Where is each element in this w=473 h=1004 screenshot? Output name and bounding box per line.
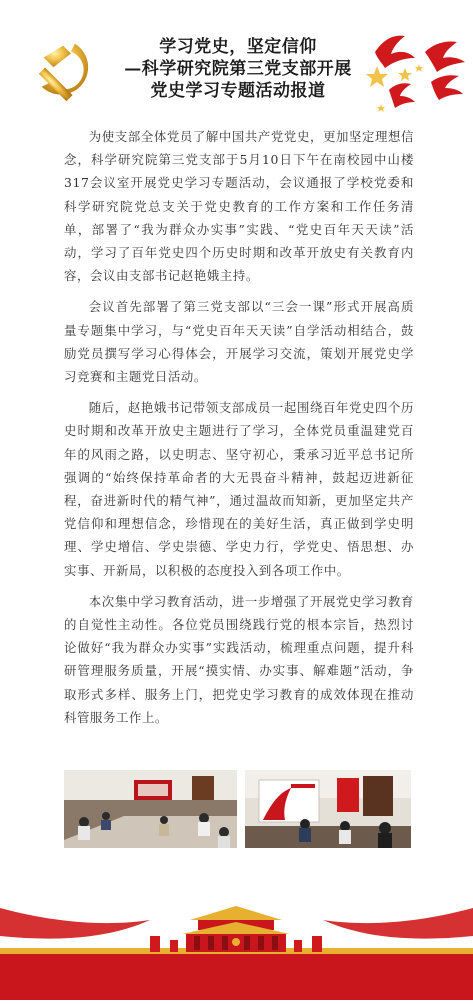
doves-stars-decoration — [353, 22, 473, 132]
title-line-3: 党史学习专题活动报道 — [150, 81, 326, 101]
party-emblem-icon — [30, 36, 108, 114]
article-body — [64, 125, 414, 737]
photo-gallery — [64, 770, 411, 848]
title-line-2: —科学研究院第三党支部开展 — [124, 59, 352, 79]
header — [0, 0, 473, 128]
tiananmen-footer-icon — [0, 880, 473, 1000]
paragraph-1: 为使支部全体党员了解中国共产党党史，更加坚定理想信念，科学研究院第三党支部于5月10日下午在南校园中山楼317会议室开展党史学习专题活动，会议通报了学校党委和科学研究院党总支关于党史教育的工作方案和工作任务清单，部署了“我为群众办实事”实践、“党史百年天天读”活动，学习了百年党史四个历史时期和改革开放史有关教育内容，会议由支部书记赵艳娥主持。 — [64, 129, 414, 284]
page-title — [108, 36, 368, 102]
paragraph-3: 随后，赵艳娥书记带领支部成员一起围绕百年党史四个历史时期和改革开放史主题进行了学习，全体党员重温建党百年的风雨之路，以史明志、坚守初心，秉承习近平总书记所强调的“始终保持革命者的大无畏奋斗精神，鼓起迈进新征程，奋进新时代的精气神”，通过温故而知新，更加坚定共产党信仰和理想信念，珍惜现在的美好生活，真正做到学史明理、学史增信、学史崇德、学史力行，学党史、悟思想、办实事、开新局，以积极的态度投入到各项工作中。 — [64, 400, 414, 578]
meeting-room-photo — [64, 770, 237, 848]
title-line-1: 学习党史，坚定信仰 — [159, 37, 317, 57]
paragraph-2: 会议首先部署了第三党支部以“三会一课”形式开展高质量专题集中学习，与“党史百年天天读”自学活动相结合，鼓励党员撰写学习心得体会，开展学习交流，策划开展党史学习竞赛和主题党日活动。 — [64, 299, 414, 385]
presentation-photo — [245, 770, 411, 848]
footer-decoration — [0, 880, 473, 1000]
paragraph-4: 本次集中学习教育活动，进一步增强了开展党史学习教育的自觉性主动性。各位党员围绕践行党的根本宗旨，热烈讨论做好“我为群众办实事”实践活动，梳理重点问题，提升科研管理服务质量，开展“摸实情、办实事、解难题”活动，争取形式多样、服务上门，把党史学习教育的成效体现在推动科管服务工作上。 — [64, 593, 414, 725]
